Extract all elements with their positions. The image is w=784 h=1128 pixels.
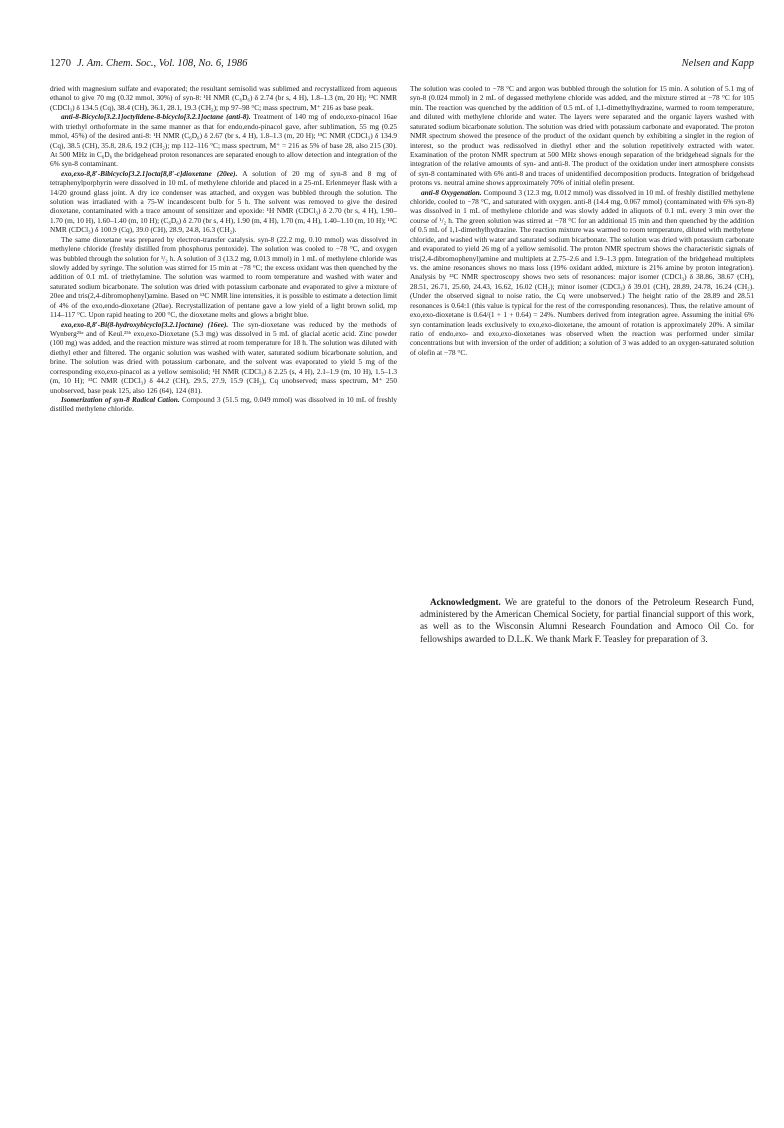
paragraph: dried with magnesium sulfate and evaporated; the resultant semisolid was sublimed and recrystallized from aqueous ethanol to give 70 mg (0.32 mmol, 30%) of syn-8: ¹H NMR (C₆D₆) δ 2.74 (br s, 4 H), 1.8–1.3 (m, 20 H); ¹³C NMR (CDCl₃) δ 134.5 (Cq), 38.4 (CH), 36.1, 28.1, 19.3 (CH₂); mp 97–98 °C; mass spectrum, M⁺ 216 as base peak. — [50, 84, 397, 112]
paragraph: exo,exo-8,8′-Bibicyclo[3.2.1]octa[8,8′-c]dioxetane (20ee). A solution of 20 mg of syn-8 and 8 mg of tetraphenylporphyrin were dissolved in 10 mL of methylene chloride and placed in a 25-mL Erlenmeyer flask with a 14/20 ground glass joint. A dry ice condenser was attached, and oxygen was bubbled through the solution. The solution was irradiated with a 75-W incandescent bulb for 5 h. The solvent was removed to give the desired dioxetane, contaminated with a trace amount of sensitizer and epoxide: ¹H NMR (CDCl₃) δ 2.70 (br s, 4 H), 1.90–1.70 (m, 10 H), 1.60–1.40 (m, 10 H); (C₆D₆) δ 2.70 (br s, 4 H), 1.90 (m, 4 H), 1.70 (m, 4 H), 1.40–1.10 (m, 10 H); ¹³C NMR (CDCl₃) δ 100.9 (Cq), 39.0 (CH), 28.9, 24.8, 16.3 (CH₂). — [50, 168, 397, 235]
paragraph: anti-8-Bicyclo[3.2.1]octylidene-8-bicyclo[3.2.1]octane (anti-8). Treatment of 140 mg of endo,exo-pinacol 16ae with triethyl orthoformate in the same manner as that for endo,endo-pinacol gave, after sublimation, 55 mg (0.25 mmol, 45%) of the desired anti-8: ¹H NMR (C₆D₆) δ 2.67 (br s, 4 H), 1.8–1.3 (m, 20 H); ¹³C NMR (CDCl₃) δ 134.9 (Cq), 38.5 (CH), 35.8, 28.6, 19.2 (CH₂); mp 112–116 °C; mass spectrum, M⁺ = 216 as 5% of base 28, also 215 (30). At 500 MHz in C₆D₆ the bridgehead proton resonances are separated enough to allow detection and integration of the 6% syn-8 contaminant. — [50, 112, 397, 169]
journal-name: J. Am. Chem. Soc., Vol. 108, No. 6, 1986 — [77, 58, 248, 69]
page-number: 1270 — [50, 58, 71, 69]
right-text-column — [410, 84, 754, 357]
paragraph: The solution was cooled to −78 °C and argon was bubbled through the solution for 15 min. A solution of 5.1 mg of syn-8 (0.024 mmol) in 2 mL of degassed methylene chloride was added, and the mixture stirred at −78 °C for 105 min. The reaction was quenched by the addition of 0.5 mL of 1,1-dimethylhydrazine, warmed to room temperature, and diluted with methylene chloride and water. The layers were separated and the organic layers washed with saturated sodium bicarbonate solution. The solution was dried with potassium carbonate and evaporated. The proton NMR spectrum showed the presence of the product of the oxidant quench by exhibiting a singlet in the region of interest, so the product was redissolved in diethyl ether and the solution repetitively extracted with water. Examination of the proton NMR spectrum at 500 MHz shows enough separation of the bridgehead signals for the integration of the relative amounts of syn- and anti-8. The product of the oxidation under inert atmosphere consists of syn-8 contaminated with 6% anti-8 and traces of unidentified decomposition products. Integration of bridgehead protons vs. neutral amine shows approximately 70% of initial olefin present. — [410, 84, 754, 188]
section-heading: exo,exo-8,8′-Bibicyclo[3.2.1]octa[8,8′-c]dioxetane (20ee). — [61, 168, 238, 178]
acknowledgment-heading: Acknowledgment. — [430, 597, 501, 607]
journal-citation — [50, 58, 247, 69]
section-heading: anti-8-Bicyclo[3.2.1]octylidene-8-bicyclo[3.2.1]octane (anti-8). — [61, 112, 251, 122]
author-names: Nelsen and Kapp — [681, 58, 754, 69]
paragraph: Isomerization of syn-8 Radical Cation. Compound 3 (51.5 mg, 0.049 mmol) was dissolved in 10 mL of freshly distilled methylene chloride. — [50, 394, 398, 414]
acknowledgment-paragraph — [420, 596, 754, 645]
left-text-column — [50, 84, 397, 414]
paragraph: anti-8 Oxygenation. Compound 3 (12.3 mg, 0.012 mmol) was dissolved in 10 mL of freshly distilled methylene chloride, cooled to −78 °C, and saturated with oxygen. anti-8 (14.4 mg, 0.067 mmol) (contaminated with 6% syn-8) was dissolved in 1 mL of methylene chloride and was slowly added in aliquots of 0.1 mL every 3 min over the course of ¹/₂ h. The green solution was stirred at −78 °C for an additional 15 min and then quenched by the addition of 0.5 mL of 1,1-dimethylhydrazine. The reaction mixture was warmed to room temperature, diluted with methylene chloride, and washed with water and saturated sodium bicarbonate. The solution was dried with potassium carbonate and evaporated to yield 26 mg of a yellow semisolid. The proton NMR spectrum shows the characteristic signals of tris(2,4-dibromophenyl)amine and multiplets at 2.75–2.6 and 1.9–1.3 ppm. Integration of the bridgehead multiplets vs. the amine resonances shows no mass loss (19% oxidant added, mixture is 21% amine by proton integration). Analysis by ¹³C NMR spectroscopy shows two sets of resonances: major isomer (CDCl₃) δ 38.86, 38.67 (CH), 28.51, 26.71, 25.60, 24.43, 16.62, 16.02 (CH₂); minor isomer (CDCl₃) δ 39.01 (CH), 28.89, 24.78, 16.24 (CH₂). (Under the observed signal to noise ratio, the Cq were unobserved.) The height ratio of the 28.89 and 28.51 resonances is 0.64:1 (this value is typical for the rest of the corresponding resonances). Thus, the relative amount of exo,exo-dioxetane is 0.64/(1 + 1 + 0.64) = 24%. Numbers derived from integration agree. Assuming the initial 6% syn contamination leads exclusively to exo,exo-dioxetane, the amount of rotation is approximately 20%. A similar ratio of endo,exo- and exo,exo-dioxetanes was observed when the reaction was performed under similar concentrations but with inversion of the order of addition; a solution of 3 was added to an oxygen-saturated solution of olefin at −78 °C. — [410, 187, 755, 357]
section-heading: exo,exo-8,8′-Bi(8-hydroxybicyclo[3.2.1]octane) (16ee). — [61, 319, 229, 329]
running-header — [50, 58, 754, 72]
paragraph: exo,exo-8,8′-Bi(8-hydroxybicyclo[3.2.1]octane) (16ee). The syn-dioxetane was reduced by the methods of Wynberg²⁵ᵃ and of Keul.²⁵ᵇ exo,exo-Dioxetane (5.3 mg) was dissolved in 5 mL of glacial acetic acid. Zinc powder (100 mg) was added, and the reaction mixture was stirred at room temperature for 18 h. The solution was diluted with diethyl ether and filtered. The organic solution was washed with water, saturated sodium bicarbonate solution, and brine. The solution was dried with potassium carbonate, and the solvent was evaporated to yield 5 mg of the corresponding exo,exo-pinacol as a yellow semisolid; ¹H NMR (CDCl₃) δ 2.25 (s, 4 H), 2.1–1.9 (m, 10 H), 1.5–1.3 (m, 10 H); ¹³C NMR (CDCl₃) δ 44.2 (CH), 29.5, 27.9, 15.9 (CH₂), Cq unobserved; mass spectrum, M⁺ 250 unobserved, base peak 125, also 126 (64), 124 (81). — [50, 319, 397, 395]
section-heading: Isomerization of syn-8 Radical Cation. — [61, 394, 180, 404]
acknowledgment-text: We are grateful to the donors of the Petroleum Research Fund, administered by the American Chemical Society, for partial financial support of this work, as well as to the Wisconsin Alumni Research Foundation and Amoco Oil Co. for fellowships awarded to D.L.K. We thank Mark F. Teasley for preparation of 3. — [420, 597, 754, 644]
section-heading: anti-8 Oxygenation. — [421, 187, 482, 197]
paragraph: The same dioxetane was prepared by electron-transfer catalysis. syn-8 (22.2 mg, 0.10 mmol) was dissolved in methylene chloride (freshly distilled from phosphorus pentoxide). The solution was cooled to −78 °C, and oxygen was bubbled through the solution for ¹/₂ h. A solution of 3 (13.2 mg, 0.013 mmol) in 1 mL of methylene chloride was slowly added by syringe. The solution was stirred for 15 min at −78 °C; the excess oxidant was then quenched by the addition of 0.1 mL of triethylamine. The solution was warmed to room temperature and washed with water and saturated sodium bicarbonate. The solution was dried with potassium carbonate and evaporated to give a mixture of 20ee and tris(2,4-dibromophenyl)amine. Based on ¹³C NMR line intensities, it is possible to estimate a detection limit of 4% of the exo,endo-dioxetane (20ae). Recrystallization of pentane gave a low yield of a light brown solid, mp 114–117 °C. Upon rapid heating to 200 °C, the dioxetane melts and glows a bright blue. — [50, 234, 397, 320]
